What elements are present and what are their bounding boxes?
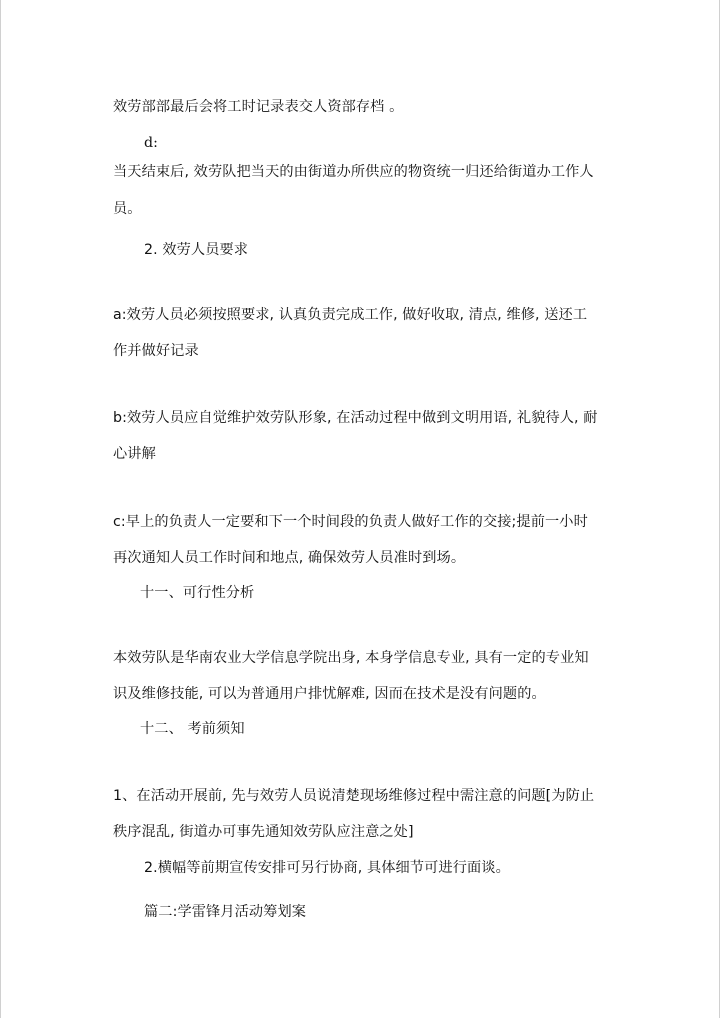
text-line: 秩序混乱, 街道办可事先通知效劳队应注意之处] [113,824,414,840]
text-line: a:效劳人员必须按照要求, 认真负责完成工作, 做好收取, 清点, 维修, 送还工 [113,307,588,323]
text-line: 1、在活动开展前, 先与效劳人员说清楚现场维修过程中需注意的问题[为防止 [113,788,595,804]
section-heading-feasibility: 十一、可行性分析 [140,585,255,601]
text-line: 效劳部部最后会将工时记录表交人资部存档 。 [113,99,404,115]
text-line: 再次通知人员工作时间和地点, 确保效劳人员准时到场。 [113,550,466,566]
section-heading-staff-requirements: 2. 效劳人员要求 [144,242,249,258]
list-marker-d: d: [144,135,159,151]
text-line: 2.横幅等前期宣传安排可另行协商, 具体细节可进行面谈。 [144,860,510,876]
text-line: 本效劳队是华南农业大学信息学院出身, 本身学信息专业, 具有一定的专业知 [113,650,589,666]
text-line: c:早上的负责人一定要和下一个时间段的负责人做好工作的交接;提前一小时 [113,514,588,530]
text-line: 员。 [113,201,142,217]
text-line: 心讲解 [113,446,156,462]
text-line: b:效劳人员应自觉维护效劳队形象, 在活动过程中做到文明用语, 礼貌待人, 耐 [113,410,598,426]
section-heading-part-two: 篇二:学雷锋月活动筹划案 [144,904,307,920]
page-left-edge [0,0,1,1018]
text-line: 作并做好记录 [113,343,199,359]
section-heading-notes: 十二、 考前须知 [140,721,245,737]
text-line: 识及维修技能, 可以为普通用户排忧解难, 因而在技术是没有问题的。 [113,686,546,702]
text-line: 当天结束后, 效劳队把当天的由街道办所供应的物资统一归还给街道办工作人 [113,164,594,180]
